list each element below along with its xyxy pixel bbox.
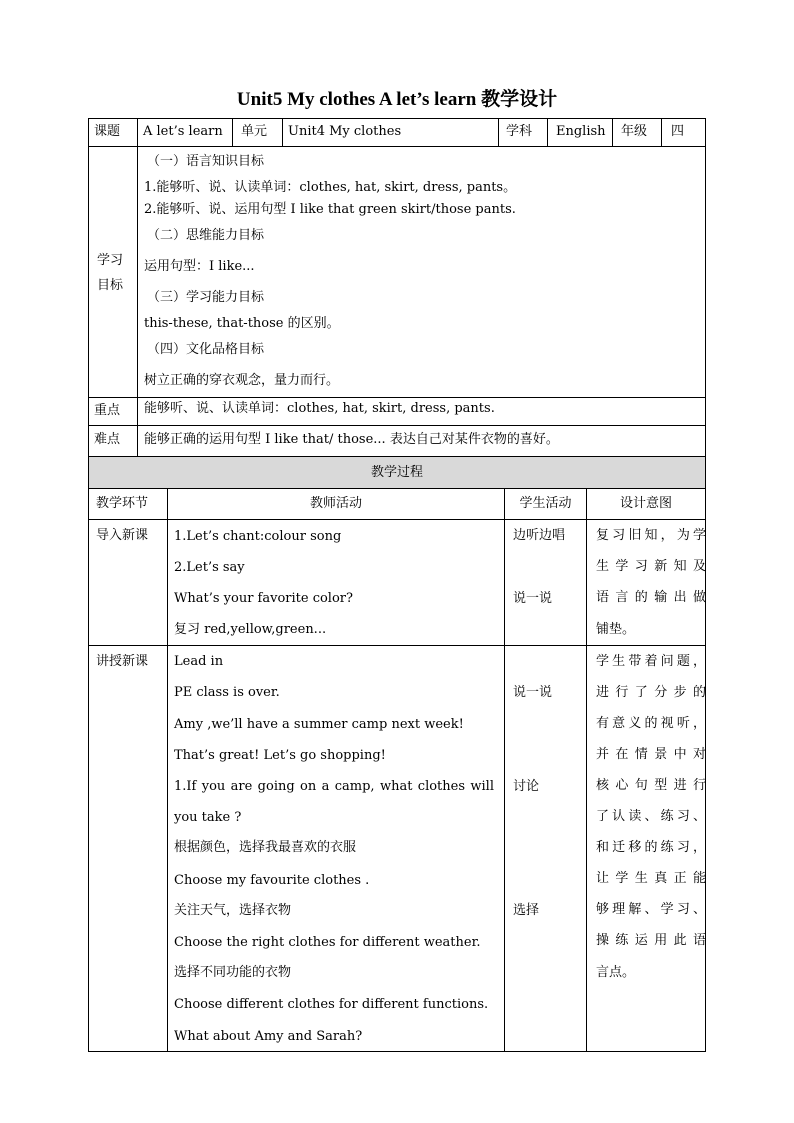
objectives-label-2: 目标 — [97, 278, 124, 293]
teacher-activity: That’s great! Let’s go shopping! — [174, 748, 386, 763]
difficulty-text: 能够正确的运用句型 I like that/ those... 表达自己对某件衣物的喜好。 — [144, 432, 559, 447]
table-border — [612, 118, 613, 146]
design-intent: 了认读、练习、 — [596, 809, 706, 824]
stage-label: 导入新课 — [96, 528, 149, 543]
teacher-activity: PE class is over. — [174, 685, 280, 700]
table-border — [88, 456, 706, 457]
topic-value: A let’s learn — [143, 124, 223, 139]
student-activity: 说一说 — [513, 685, 553, 700]
design-intent: 和迁移的练习， — [596, 840, 706, 855]
table-border — [661, 118, 662, 146]
student-activity: 讨论 — [513, 779, 540, 794]
teacher-activity: you take ? — [174, 810, 242, 825]
table-border — [498, 118, 499, 146]
teacher-activity: 关注天气，选择衣物 — [174, 903, 292, 918]
table-border — [137, 118, 138, 456]
design-intent: 进行了分步的 — [596, 685, 706, 700]
design-intent: 生学习新知及 — [596, 559, 706, 574]
design-intent: 操练运用此语 — [596, 933, 706, 948]
teacher-activity: 复习 red,yellow,green... — [174, 622, 327, 637]
teacher-activity: 1.If you are going on a camp, what clothes will — [174, 779, 494, 794]
table-border — [504, 488, 505, 1052]
objective-item: this-these, that-those 的区别。 — [144, 316, 340, 331]
design-intent: 学生带着问题， — [596, 654, 706, 669]
objective-item: 树立正确的穿衣观念，量力而行。 — [144, 373, 340, 388]
objectives-label-1: 学习 — [97, 253, 124, 268]
design-intent: 复习旧知，为学 — [596, 528, 706, 543]
stage-label: 讲授新课 — [96, 654, 149, 669]
design-intent: 让学生真正能 — [596, 871, 706, 886]
table-border — [586, 488, 587, 1052]
grade-label: 年级 — [621, 124, 648, 139]
table-border — [88, 146, 706, 147]
column-header-stage: 教学环节 — [96, 496, 149, 511]
subject-label: 学科 — [506, 124, 533, 139]
grade-value: 四 — [671, 124, 685, 139]
teacher-activity: What about Amy and Sarah? — [174, 1029, 363, 1044]
objective-item: 2.能够听、说、运用句型 I like that green skirt/those pants. — [144, 202, 516, 217]
table-border — [167, 488, 168, 1052]
key-point-label: 重点 — [94, 403, 121, 418]
teacher-activity: Lead in — [174, 654, 224, 669]
unit-label: 单元 — [241, 124, 268, 139]
table-border — [88, 118, 706, 119]
design-intent: 言点。 — [596, 965, 636, 980]
column-header-student: 学生活动 — [519, 496, 572, 511]
process-heading: 教学过程 — [370, 465, 423, 480]
teacher-activity: 选择不同功能的衣物 — [174, 965, 292, 980]
table-border — [88, 397, 706, 398]
teacher-activity: 1.Let’s chant:colour song — [174, 529, 342, 544]
design-intent: 并在情景中对 — [596, 747, 706, 762]
teacher-activity: What’s your favorite color? — [174, 591, 353, 606]
teacher-activity: Choose the right clothes for different weather. — [174, 935, 481, 950]
table-border — [282, 118, 283, 146]
table-border — [88, 488, 706, 489]
teacher-activity: 根据颜色，选择我最喜欢的衣服 — [174, 840, 357, 855]
student-activity: 边听边唱 — [513, 528, 566, 543]
objective-item: （一）语言知识目标 — [147, 154, 265, 169]
difficulty-label: 难点 — [94, 432, 121, 447]
objective-item: 运用句型：I like... — [144, 259, 255, 274]
topic-label: 课题 — [94, 124, 121, 139]
teacher-activity: Choose my favourite clothes . — [174, 873, 370, 888]
objective-item: （二）思维能力目标 — [147, 228, 265, 243]
design-intent: 核心句型进行 — [596, 778, 706, 793]
subject-value: English — [556, 124, 606, 139]
page-title: Unit5 My clothes A let’s learn 教学设计 — [236, 89, 558, 110]
table-border — [232, 118, 233, 146]
teacher-activity: Choose different clothes for different functions. — [174, 997, 489, 1012]
design-intent: 铺垫。 — [596, 622, 636, 637]
objective-item: 1.能够听、说、认读单词：clothes, hat, skirt, dress, pants。 — [144, 180, 517, 195]
student-activity: 选择 — [513, 903, 540, 918]
table-border — [547, 118, 548, 146]
design-intent: 够理解、学习、 — [596, 902, 706, 917]
table-border — [88, 1051, 706, 1052]
key-point-text: 能够听、说、认读单词：clothes, hat, skirt, dress, pants. — [144, 401, 495, 416]
column-header-intent: 设计意图 — [619, 496, 672, 511]
design-intent: 有意义的视听， — [596, 716, 706, 731]
table-border — [88, 118, 89, 1052]
table-border — [88, 425, 706, 426]
design-intent: 语言的输出做 — [596, 590, 706, 605]
teacher-activity: 2.Let’s say — [174, 560, 245, 575]
objective-item: （四）文化品格目标 — [147, 342, 265, 357]
student-activity: 说一说 — [513, 591, 553, 606]
objective-item: （三）学习能力目标 — [147, 290, 265, 305]
unit-value: Unit4 My clothes — [288, 124, 402, 139]
teacher-activity: Amy ,we’ll have a summer camp next week! — [174, 717, 464, 732]
column-header-teacher: 教师活动 — [309, 496, 362, 511]
